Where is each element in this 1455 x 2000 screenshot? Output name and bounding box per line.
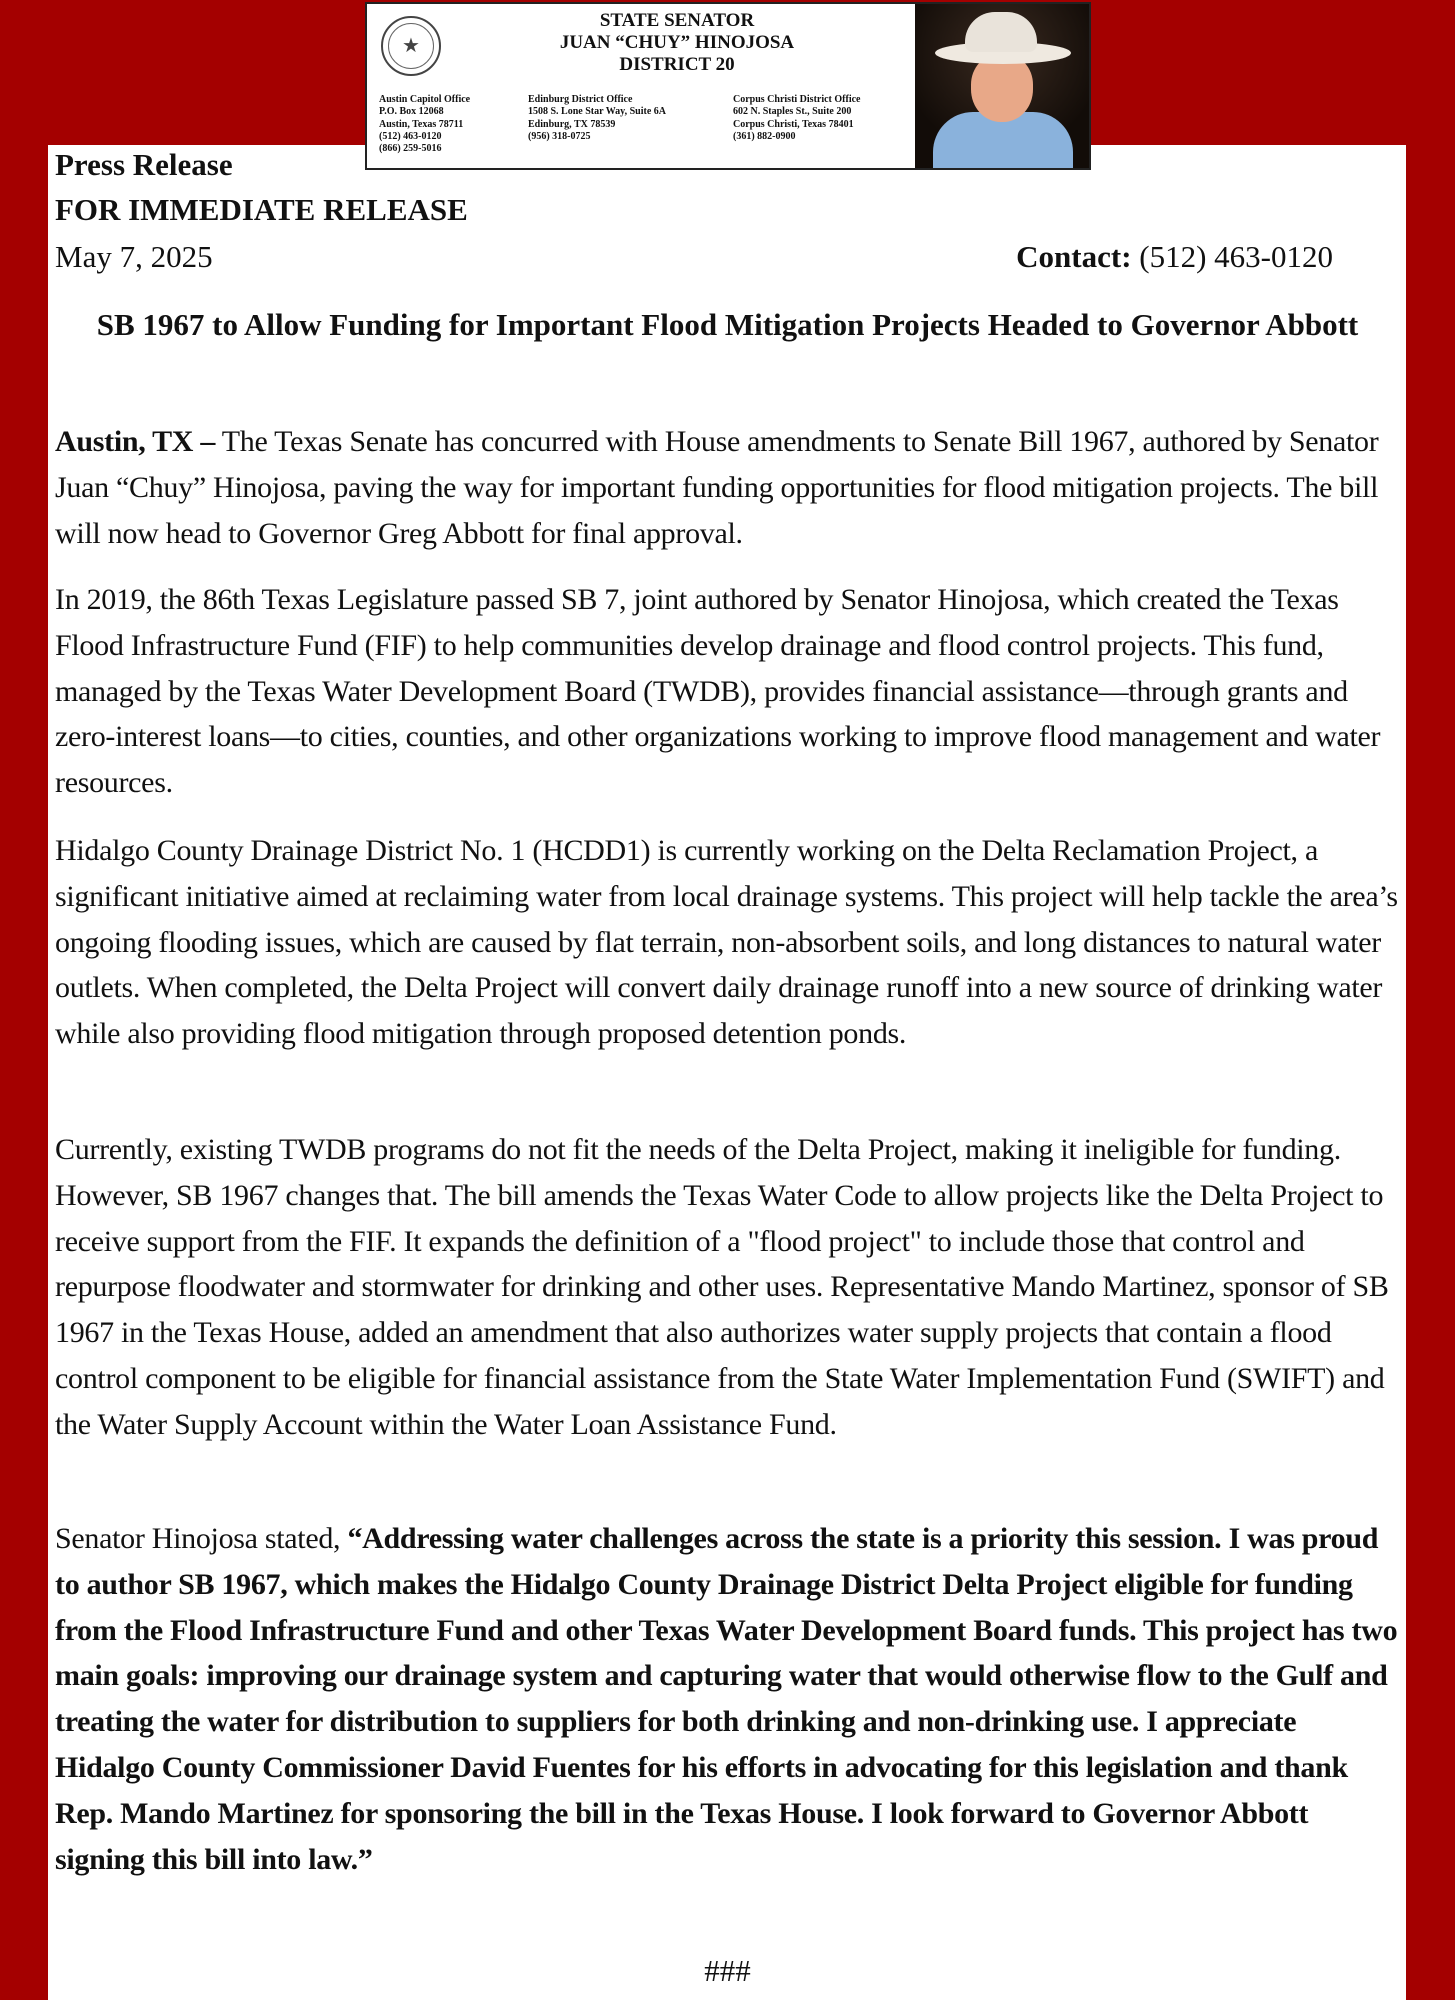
contact-phone: (512) 463-0120 [1139, 239, 1333, 274]
letterhead-title: STATE SENATOR [599, 10, 755, 31]
star-icon: ★ [388, 23, 434, 69]
office-line: Austin, Texas 78711 [379, 118, 464, 130]
headline: SB 1967 to Allow Funding for Important Flood Mitigation Projects Headed to Governor Abbott [96, 307, 1359, 342]
office-austin [379, 94, 470, 155]
letterhead-text-block [367, 4, 917, 168]
office-edinburg [528, 94, 666, 143]
office-line: (956) 318-0725 [528, 130, 591, 142]
contact-info [1016, 237, 1333, 277]
senator-name-block [457, 10, 897, 76]
office-line: (361) 882-0900 [733, 130, 796, 142]
cowboy-hat-crown [965, 12, 1037, 52]
release-date: May 7, 2025 [55, 239, 213, 274]
senator-portrait [915, 4, 1089, 168]
dateline: Austin, TX – [55, 425, 216, 458]
portrait-face [971, 54, 1033, 122]
office-line: 602 N. Staples St., Suite 200 [733, 106, 852, 118]
office-name: Austin Capitol Office [379, 94, 471, 105]
body-paragraph-1 [55, 419, 1400, 556]
quote-lead: Senator Hinojosa stated, [55, 1522, 341, 1555]
office-name: Edinburg District Office [528, 94, 633, 105]
body-paragraph-4: Currently, existing TWDB programs do not fit the needs of the Delta Project, making it ineligible for funding. However, SB 1967 changes that. The bill amends the Texas Water Code to allow projects like the Delta Project to receive support from the FIF. It expands the definition of a "flood project" to include those that control and repurpose floodwater and stormwater for drinking and other uses. Representative Mando Martinez, sponsor of SB 1967 in the Texas House, added an amendment that also authorizes water supply projects that contain a flood control component to be eligible for financial assistance from the State Water Implementation Fund (SWIFT) and the Water Supply Account within the Water Loan Assistance Fund. [55, 1133, 1389, 1441]
office-line: Corpus Christi, Texas 78401 [733, 118, 854, 130]
senator-name: JUAN “CHUY” HINOJOSA [559, 32, 795, 53]
letterhead [365, 2, 1091, 170]
texas-senate-seal-icon [381, 16, 441, 76]
release-timing: FOR IMMEDIATE RELEASE [55, 192, 468, 227]
release-type: Press Release [55, 147, 233, 182]
office-line: Edinburg, TX 78539 [528, 118, 616, 130]
body-paragraph-quote [55, 1516, 1400, 1882]
office-name: Corpus Christi District Office [733, 94, 861, 105]
body-paragraph-3: Hidalgo County Drainage District No. 1 (HCDD1) is currently working on the Delta Reclamation Project, a significant initiative aimed at reclaiming water from local drainage systems. This project will help tackle the area’s ongoing flooding issues, which are caused by flat terrain, non-absorbent soils, and long distances to natural water outlets. When completed, the Delta Project will convert daily drainage runoff into a new source of drinking water while also providing flood mitigation through proposed detention ponds. [55, 834, 1398, 1051]
end-mark: ### [704, 1953, 751, 1988]
office-corpus-christi [733, 94, 860, 143]
office-line: (866) 259-5016 [379, 143, 442, 155]
office-line: P.O. Box 12068 [379, 106, 444, 118]
office-line: (512) 463-0120 [379, 130, 442, 142]
paragraph-text: The Texas Senate has concurred with House amendments to Senate Bill 1967, authored by Senator Juan “Chuy” Hinojosa, paving the way for important funding opportunities for flood mitigation projects. The bill will now head to Governor Greg Abbott for final approval. [55, 425, 1379, 550]
senator-quote: “Addressing water challenges across the state is a priority this session. I was proud to author SB 1967, which makes the Hidalgo County Drainage District Delta Project eligible for funding from the Flood Infrastructure Fund and other Texas Water Development Board funds. This project has two main goals: improving our drainage system and capturing water that would otherwise flow to the Gulf and treating the water for distribution to suppliers for both drinking and non-drinking use. I appreciate Hidalgo County Commissioner David Fuentes for his efforts in advocating for this legislation and thank Rep. Mando Martinez for sponsoring the bill in the Texas House. I look forward to Governor Abbott signing this bill into law.” [55, 1522, 1398, 1876]
office-line: 1508 S. Lone Star Way, Suite 6A [528, 106, 666, 118]
body-paragraph-2: In 2019, the 86th Texas Legislature passed SB 7, joint authored by Senator Hinojosa, which created the Texas Flood Infrastructure Fund (FIF) to help communities develop drainage and flood control projects. This fund, managed by the Texas Water Development Board (TWDB), provides financial assistance—through grants and zero-interest loans—to cities, counties, and other organizations working to improve flood management and water resources. [55, 583, 1381, 800]
district-label: DISTRICT 20 [619, 54, 735, 75]
contact-label: Contact: [1016, 239, 1132, 274]
